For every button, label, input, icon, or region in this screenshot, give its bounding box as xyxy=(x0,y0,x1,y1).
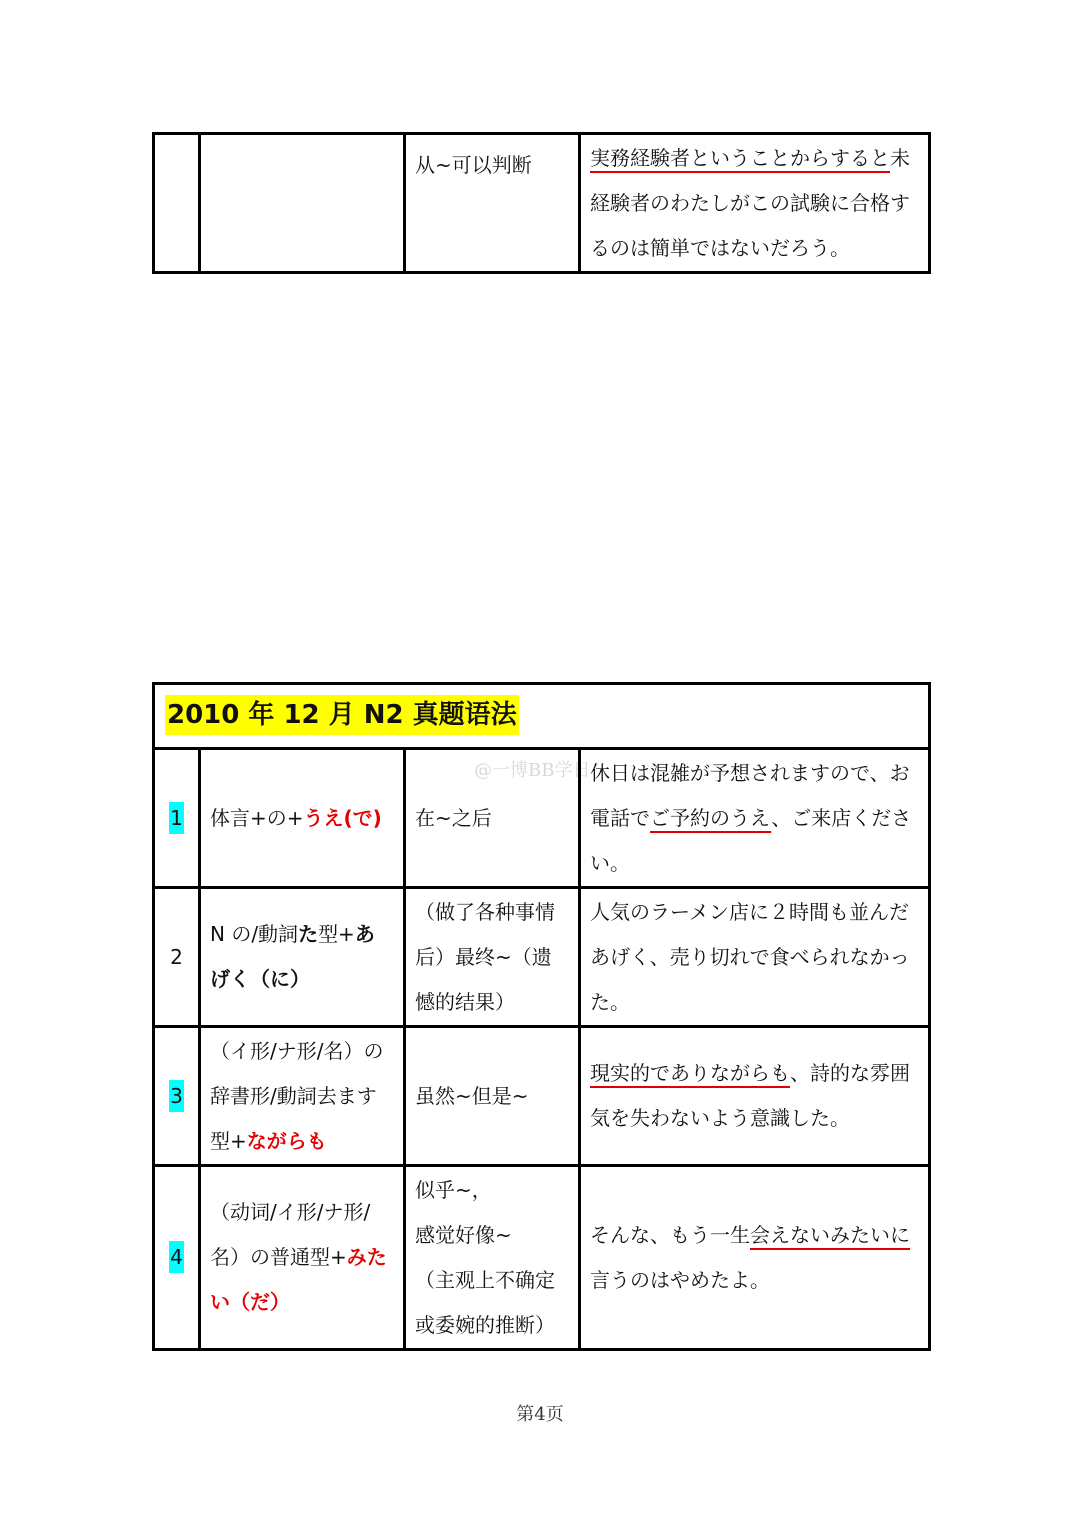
number-cell xyxy=(154,888,200,1027)
example-underlined: 実務経験者ということからすると xyxy=(590,145,890,170)
row-number: 4 xyxy=(169,1241,184,1273)
example-text: 言うのはやめたよ。 xyxy=(590,1267,770,1292)
row-number: 2 xyxy=(170,944,183,969)
table-row xyxy=(154,1166,930,1350)
meaning-text: 虽然~但是~ xyxy=(415,1083,529,1108)
meaning-cell xyxy=(405,1166,580,1350)
example-underlined: 現实的でありながらも xyxy=(590,1061,790,1085)
grammar-table-continued xyxy=(152,132,931,274)
pattern-keyword: ながらも xyxy=(246,1128,327,1153)
number-cell xyxy=(154,1027,200,1166)
meaning-line: 似乎~， xyxy=(415,1177,492,1202)
meaning-cell xyxy=(405,888,580,1027)
pattern-cell xyxy=(200,1027,405,1166)
page-number: 第4页 xyxy=(516,1404,564,1425)
pattern-text: N の/動詞 xyxy=(210,922,299,946)
example-text: 、詩的な雰囲気を失わないよう意識した。 xyxy=(590,1061,910,1130)
pattern-text: （イ形/ナ形/名）の辞書形/動詞去ます型+ xyxy=(210,1038,384,1153)
table-title: 2010 年 12 月 N2 真题语法 xyxy=(165,695,519,735)
example-text: 休日は混雑が予想されますので、お電話で xyxy=(590,760,910,830)
watermark: @一博BB学日 xyxy=(474,760,591,781)
example-cell xyxy=(580,888,930,1027)
pattern-keyword: うえ(で) xyxy=(303,805,382,830)
grammar-table-2010 xyxy=(152,682,931,1351)
meaning-line: 感觉好像~ xyxy=(415,1222,512,1247)
example-text: 未経験者のわたしがこの試験に合格するのは簡単ではないだろう。 xyxy=(590,145,910,260)
table-row xyxy=(154,749,930,888)
example-cell xyxy=(580,1027,930,1166)
meaning-text: 从~可以判断 xyxy=(415,153,532,177)
title-row xyxy=(154,684,930,749)
pattern-cell xyxy=(200,1166,405,1350)
example-underlined: 会えないみたいに xyxy=(750,1222,910,1247)
number-cell xyxy=(154,1166,200,1350)
title-cell xyxy=(154,684,930,749)
example-text: 人気のラーメン店に２時間も並んだあげく、売り切れで食べられなかった。 xyxy=(590,899,910,1014)
pattern-text: 型+ xyxy=(318,922,355,946)
pattern-keyword: あげく（に） xyxy=(210,922,375,991)
example-text: そんな、もう一生 xyxy=(590,1222,750,1247)
pattern-bold: た xyxy=(298,922,319,946)
row-number: 3 xyxy=(169,1080,184,1112)
number-cell xyxy=(154,749,200,888)
meaning-cell xyxy=(405,749,580,888)
meaning-cell xyxy=(405,1027,580,1166)
example-cell xyxy=(580,749,930,888)
table-row xyxy=(154,888,930,1027)
number-cell xyxy=(154,134,200,273)
meaning-text: 在~之后 xyxy=(415,805,492,830)
pattern-cell xyxy=(200,134,405,273)
pattern-text: 体言+の+ xyxy=(210,805,304,830)
pattern-keyword: みたい（だ） xyxy=(210,1245,387,1314)
pattern-text: （动词/イ形/ナ形/名）の普通型+ xyxy=(210,1200,371,1269)
example-cell xyxy=(580,134,930,273)
example-underlined: ご予約のうえ xyxy=(650,805,772,830)
example-cell xyxy=(580,1166,930,1350)
table-row xyxy=(154,134,930,273)
meaning-text: （做了各种事情后）最终~（遗憾的结果） xyxy=(415,899,555,1014)
meaning-cell xyxy=(405,134,580,273)
meaning-line: （主观上不确定或委婉的推断） xyxy=(415,1267,555,1337)
table-row xyxy=(154,1027,930,1166)
pattern-cell xyxy=(200,888,405,1027)
pattern-cell xyxy=(200,749,405,888)
row-number: 1 xyxy=(169,802,184,834)
example-text: 、ご来店ください。 xyxy=(590,805,912,875)
